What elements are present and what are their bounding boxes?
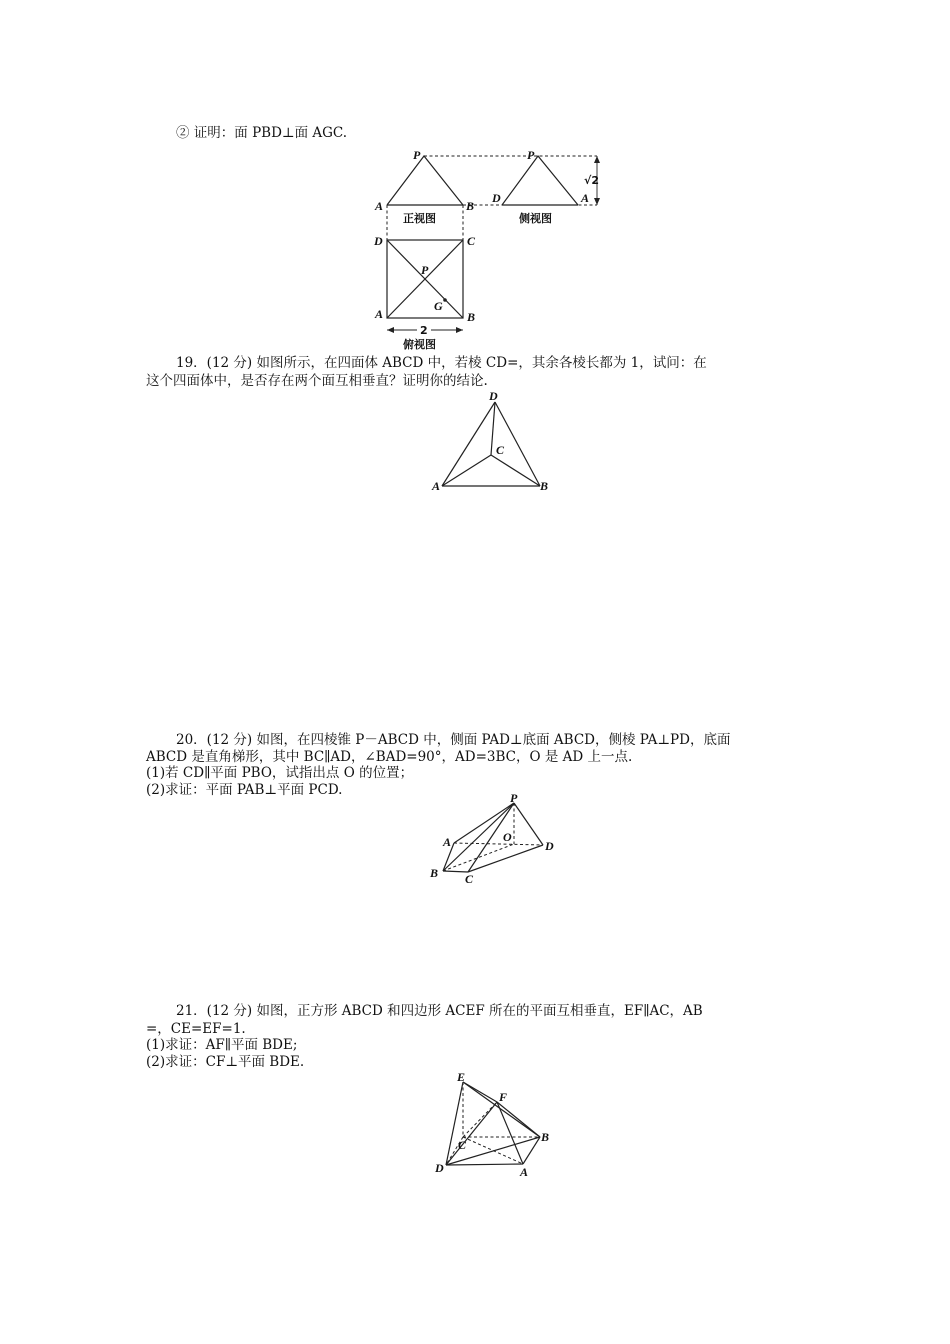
tetrahedron-figure — [425, 388, 560, 493]
q20-sub1: (1)若 CD∥平面 PBO，试指出点 O 的位置； — [146, 765, 414, 781]
label-P-front: P — [413, 148, 421, 162]
q19-line2: 这个四面体中，是否存在两个面互相垂直？证明你的结论. — [146, 373, 488, 389]
label-A-front: A — [375, 199, 384, 213]
q19-line1: 19．(12 分) 如图所示，在四面体 ABCD 中，若棱 CD=，其余各棱长都为 1，试问：在 — [176, 355, 707, 371]
pyramid-figure — [425, 790, 565, 885]
label-E: E — [457, 1070, 466, 1084]
label-B: B — [540, 479, 549, 493]
label-B: B — [541, 1130, 550, 1144]
label-O: O — [503, 830, 512, 844]
q21-sub1: (1)求证：AF∥平面 BDE; — [146, 1037, 298, 1053]
top-view — [373, 205, 476, 351]
label-B-front: B — [466, 199, 475, 213]
label-A: A — [432, 479, 441, 493]
label-P-top: P — [421, 263, 429, 277]
side-view — [491, 148, 600, 225]
top-view-caption: 俯视图 — [403, 338, 436, 351]
q20-sub2: (2)求证：平面 PAB⊥平面 PCD. — [146, 782, 343, 798]
label-P-side: P — [527, 148, 535, 162]
label-C: C — [458, 1138, 467, 1152]
label-C: C — [496, 443, 505, 457]
label-C-top: C — [467, 234, 476, 248]
label-D: D — [545, 839, 554, 853]
q18-part2-text: ② 证明：面 PBD⊥面 AGC. — [176, 125, 348, 141]
label-A-side: A — [581, 191, 590, 205]
label-B-top: B — [467, 310, 476, 324]
q20-line1: 20．(12 分) 如图，在四棱锥 P－ABCD 中，侧面 PAD⊥底面 ABCD，侧棱 PA⊥PD，底面 — [176, 732, 731, 748]
three-view-figure — [370, 148, 620, 353]
label-A: A — [520, 1165, 529, 1179]
label-D: D — [435, 1161, 444, 1175]
q21-line1: 21．(12 分) 如图，正方形 ABCD 和四边形 ACEF 所在的平面互相垂直，EF∥AC，AB — [176, 1003, 703, 1019]
q21-line2: =，CE=EF=1. — [146, 1021, 246, 1037]
label-D: D — [489, 389, 498, 403]
square-plane-figure — [425, 1068, 565, 1180]
label-F: F — [499, 1090, 508, 1104]
label-G-top: G — [434, 299, 443, 313]
dim-height-label: √2 — [584, 174, 599, 187]
label-C: C — [465, 872, 474, 886]
front-view-caption: 正视图 — [403, 212, 436, 225]
label-B: B — [430, 866, 439, 880]
label-D-top: D — [374, 234, 383, 248]
label-A-top: A — [375, 307, 384, 321]
label-A: A — [443, 835, 452, 849]
dim-width-label: 2 — [420, 324, 428, 337]
side-view-caption: 侧视图 — [519, 212, 552, 225]
label-D-side: D — [492, 191, 501, 205]
q20-line2: ABCD 是直角梯形，其中 BC∥AD，∠BAD=90°，AD=3BC，O 是 AD 上一点. — [146, 749, 633, 765]
q21-sub2: (2)求证：CF⊥平面 BDE. — [146, 1054, 305, 1070]
label-P: P — [510, 791, 518, 805]
